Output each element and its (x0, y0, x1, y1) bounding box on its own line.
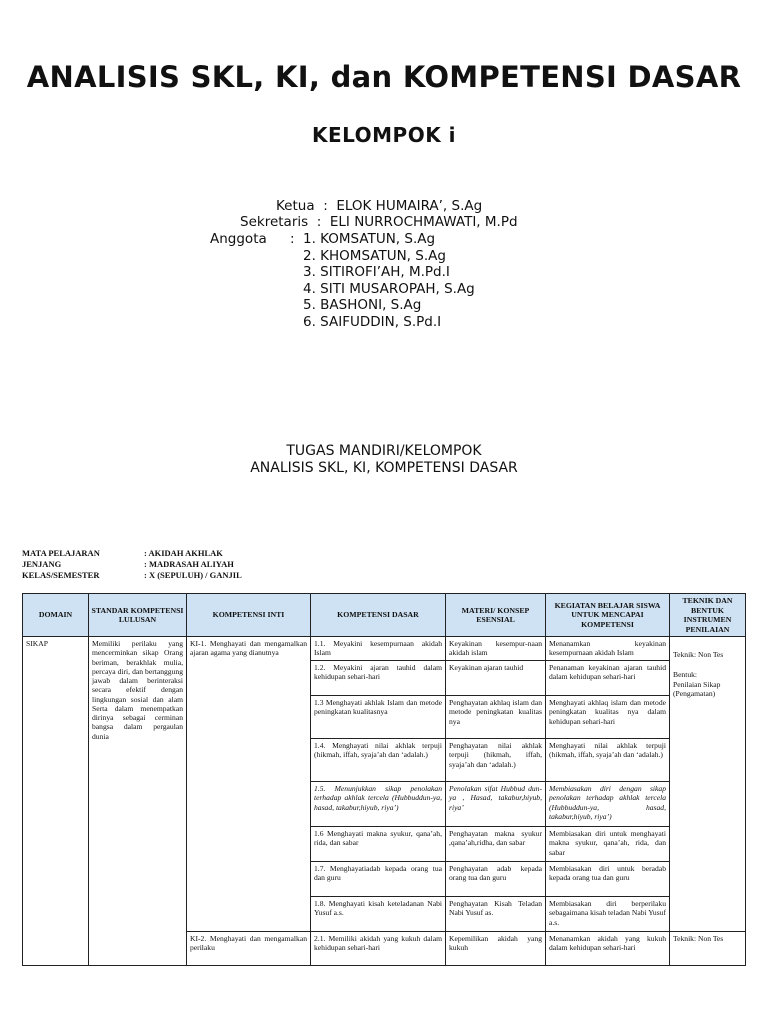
jenjang-value: : MADRASAH ALIYAH (144, 559, 234, 569)
kd-cell: 2.1. Memiliki akidah yang kukuh dalam kehidupan sehari-hari (311, 932, 446, 966)
materi-cell: Penolakan sifat Hubbud dun-ya , Hasad, takabur,hiyub, riya’ (446, 782, 546, 827)
kd-cell: 1.5. Menunjukkan sikap penolakan terhadap akhlak tercela (Hubbuddun-ya, hasad, takabur,hiyub, riya’) (311, 782, 446, 827)
sekretaris-label: Sekretaris (240, 214, 309, 230)
domain-cell: SIKAP (23, 637, 89, 966)
header-kd: KOMPETENSI DASAR (311, 594, 446, 637)
materi-cell: Penghayatan makna syukur ,qana’ah,ridha, dan sabar (446, 827, 546, 862)
kd-cell: 1.7. Menghayatiadab kepada orang tua dan guru (311, 862, 446, 897)
teknik-cell-2: Teknik: Non Tes (670, 932, 746, 966)
anggota-item: 1. KOMSATUN, S.Ag (303, 231, 436, 247)
jenjang-label: JENJANG (22, 559, 62, 569)
anggota-item: 3. SITIROFI’AH, M.Pd.I (303, 264, 450, 280)
document-title: ANALISIS SKL, KI, dan KOMPETENSI DASAR (26, 60, 742, 94)
materi-cell: Penghayatan Kisah Teladan Nabi Yusuf as. (446, 897, 546, 932)
kelas-value: : X (SEPULUH) / GANJIL (144, 570, 242, 580)
header-skl: STANDAR KOMPETENSI LULUSAN (89, 594, 187, 637)
sekretaris-value: ELI NURROCHMAWATI, M.Pd (329, 214, 518, 230)
materi-cell: Penghayatan nilai akhlak terpuji (hikmah, iffah, syaja’ah dan ‘adalah.) (446, 739, 546, 782)
anggota-label: Anggota (210, 231, 267, 247)
materi-cell: Penghayatan adab kepada orang tua dan guru (446, 862, 546, 897)
bentuk-label: Bentuk: (673, 670, 698, 680)
ketua-value: ELOK HUMAIRA’, S.Ag (336, 198, 483, 214)
group-title: KELOMPOK i (311, 123, 457, 147)
header-kegiatan: KEGIATAN BELAJAR SISWA UNTUK MENCAPAI KOMPETENSI (546, 594, 670, 637)
teknik-label: Teknik: Non Tes (673, 650, 724, 659)
task-line-1: TUGAS MANDIRI/KELOMPOK (286, 443, 482, 459)
materi-cell: Keyakinan kesempur-naan akidah islam (446, 637, 546, 661)
task-line-2: ANALISIS SKL, KI, KOMPETENSI DASAR (250, 460, 518, 476)
anggota-item: 5. BASHONI, S.Ag (303, 297, 422, 313)
kegiatan-cell: Membiasakan diri dengan sikap penolakan terhadap akhlak tercela (Hubbuddun-ya, hasad, takabur,hiyub, riya’) (546, 782, 670, 827)
kd-cell: 1.3 Menghayati akhlak Islam dan metode peningkatan kualitasnya (311, 696, 446, 739)
analysis-table (22, 593, 746, 966)
anggota-item: 4. SITI MUSAROPAH, S.Ag (303, 281, 475, 297)
anggota-line (210, 231, 267, 247)
kd-cell: 1.6 Menghayati makna syukur, qana’ah, rida, dan sabar (311, 827, 446, 862)
document-page: ANALISIS SKL, KI, dan KOMPETENSI DASAR KELOMPOK i Ketua : ELOK HUMAIRA’, S.Ag Sekretaris : ELI NURROCHMAWATI, M.Pd Anggota : 1. KOMSATUN, S.Ag 2. KHOMSATUN, S.Ag 3. SITIROFI’AH, M.Pd.I 4. SITI MUSAROPAH, S.Ag 5. BASHONI, S.Ag 6. SAIFUDDIN, S.Pd.I TUGAS MANDIRI/KELOMPOK ANALISIS SKL, KI, KOMPETENSI DASAR MATA PELAJARAN : AKIDAH AKHLAK JENJANG : MADRASAH ALIYAH KELAS/SEMESTER : X (SEPULUH) / GANJIL DOMAIN STANDAR KOMPETENSI LULUSAN KOMPETENSI INTI KOMPETENSI DASAR MATERI/ KONSEP ESENSIAL KEGIATAN BELAJAR SISWA UNTUK MENCAPAI KOMPETENSI TEKNIK DAN BENTUK INSTRUMEN PENILAIAN SIKAP Memiliki perilaku yang mencerminkan sikap Orang beriman, berakhlak mulia, percaya diri, dan bertanggung jawab dalam berinteraksi secara efektif dengan lingkungan sosial dan alam Serta dalam menempatkan dirinya sebagai cerminan bangsa dalam pergaulan dunia KI-1. Menghayati dan mengamalkan ajaran agama yang dianutnya 1.1. Meyakini kesempurnaan akidah Islam Keyakinan kesempur-naan akidah islam Menanamkan keyakinan kesempurnaan akidah Islam Teknik: Non Tes Bentuk: Penilaian Sikap (Pengamatan) 1.2. Meyakini ajaran tauhid dalam kehidupan sehari-hari Keyakinan ajaran tauhid Penanaman keyakinan ajaran tauhid dalam kehidupan sehari-hari 1.3 Menghayati akhlak Islam dan metode peningkatan kualitasnya Penghayatan akhlaq islam dan metode peningkatan kualitas nya Menghayati akhlaq islam dan metode peningkatan kualitas nya dalam kehidupan sehari-hari 1.4. Menghayati nilai akhlak terpuji (hikmah, iffah, syaja’ah dan ‘adalah.) Penghayatan nilai akhlak terpuji (hikmah, iffah, syaja’ah dan ‘adalah.) Menghayati nilai akhlak terpuji (hikmah, iffah, syaja’ah dan ‘adalah.) 1.5. Menunjukkan sikap penolakan terhadap akhlak tercela (Hubbuddun-ya, hasad, takabur,hiyub, riya’) Penolakan sifat Hubbud dun-ya , Hasad, takabur,hiyub, riya’ Membiasakan diri dengan sikap penolakan terhadap akhlak tercela (Hubbuddun-ya, hasad, takabur,hiyub, riya’) 1.6 Menghayati makna syukur, qana’ah, rida, dan sabar Penghayatan makna syukur ,qana’ah,ridha, dan sabar Membiasakan diri untuk menghayati makna syukur, qana’ah, rida, dan sabar 1.7. Menghayatiadab kepada orang tua dan guru Penghayatan adab kepada orang tua dan guru Membiasakan diri untuk beradab kepada orang tua dan guru 1.8. Menghayati kisah keteladanan Nabi Yusuf a.s. Penghayatan Kisah Teladan Nabi Yusuf as. Membiasakan diri berperilaku sebagaimana kisah teladan Nabi Yusuf a.s. KI-2. Menghayati dan mengamalkan perilaku 2.1. Memiliki akidah yang kukuh dalam kehidupan sehari-hari Kepemilikan akidah yang kukuh Menanamkan akidah yang kukuh dalam kehidupan sehari-hari Teknik: Non Tes (0, 0, 768, 1024)
kd-cell: 1.2. Meyakini ajaran tauhid dalam kehidupan sehari-hari (311, 661, 446, 696)
kelas-label: KELAS/SEMESTER (22, 570, 100, 580)
kegiatan-cell: Menghayati nilai akhlak terpuji (hikmah, iffah, syaja’ah dan ‘adalah.) (546, 739, 670, 782)
header-materi: MATERI/ KONSEP ESENSIAL (446, 594, 546, 637)
header-teknik: TEKNIK DAN BENTUK INSTRUMEN PENILAIAN (670, 594, 746, 637)
mapel-label: MATA PELAJARAN (22, 548, 100, 558)
materi-cell: Kepemilikan akidah yang kukuh (446, 932, 546, 966)
materi-cell: Keyakinan ajaran tauhid (446, 661, 546, 696)
kegiatan-cell: Membiasakan diri untuk beradab kepada orang tua dan guru (546, 862, 670, 897)
teknik-cell (670, 637, 746, 932)
kegiatan-cell: Menghayati akhlaq islam dan metode peningkatan kualitas nya dalam kehidupan sehari-hari (546, 696, 670, 739)
bentuk-value: Penilaian Sikap (Pengamatan) (673, 679, 721, 698)
ki2-cell: KI-2. Menghayati dan mengamalkan perilaku (187, 932, 311, 966)
mapel-value: : AKIDAH AKHLAK (144, 548, 223, 558)
anggota-item: 2. KHOMSATUN, S.Ag (303, 248, 446, 264)
kegiatan-cell: Membiasakan diri untuk menghayati makna syukur, qana’ah, rida, dan sabar (546, 827, 670, 862)
kd-cell: 1.1. Meyakini kesempurnaan akidah Islam (311, 637, 446, 661)
sekretaris-line: Sekretaris : ELI NURROCHMAWATI, M.Pd (240, 214, 518, 230)
kegiatan-cell: Menanamkan akidah yang kukuh dalam kehidupan sehari-hari (546, 932, 670, 966)
anggota-item: 6. SAIFUDDIN, S.Pd.I (303, 314, 442, 330)
header-ki: KOMPETENSI INTI (187, 594, 311, 637)
kd-cell: 1.4. Menghayati nilai akhlak terpuji (hikmah, iffah, syaja’ah dan ‘adalah.) (311, 739, 446, 782)
subject-info (22, 548, 242, 581)
header-domain: DOMAIN (23, 594, 89, 637)
table-row (23, 637, 746, 661)
kd-cell: 1.8. Menghayati kisah keteladanan Nabi Yusuf a.s. (311, 897, 446, 932)
kegiatan-cell: Membiasakan diri berperilaku sebagaimana kisah teladan Nabi Yusuf a.s. (546, 897, 670, 932)
ketua-line: Ketua : ELOK HUMAIRA’, S.Ag (276, 198, 483, 214)
table-header-row (23, 594, 746, 637)
kegiatan-cell: Menanamkan keyakinan kesempurnaan akidah Islam (546, 637, 670, 661)
skl-cell: Memiliki perilaku yang mencerminkan sikap Orang beriman, berakhlak mulia, percaya diri, dan bertanggung jawab dalam berinteraksi secara efektif dengan lingkungan sosial dan alam Serta dalam menempatkan dirinya sebagai cerminan bangsa dalam pergaulan dunia (89, 637, 187, 966)
materi-cell: Penghayatan akhlaq islam dan metode peningkatan kualitas nya (446, 696, 546, 739)
ketua-label: Ketua (276, 198, 315, 214)
kegiatan-cell: Penanaman keyakinan ajaran tauhid dalam kehidupan sehari-hari (546, 661, 670, 696)
ki1-cell: KI-1. Menghayati dan mengamalkan ajaran agama yang dianutnya (187, 637, 311, 932)
